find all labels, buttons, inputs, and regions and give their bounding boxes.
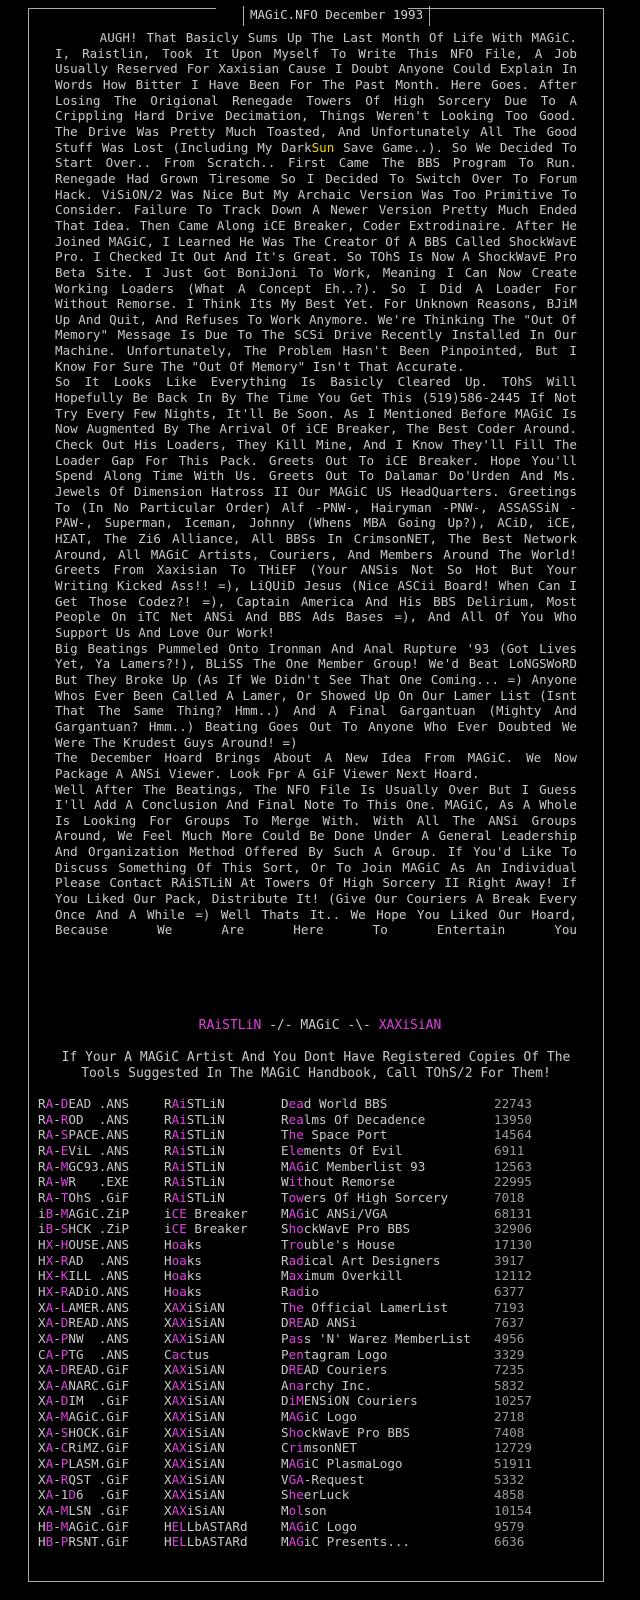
file-size: 51911 bbox=[494, 1456, 532, 1472]
file-size: 7018 bbox=[494, 1189, 525, 1205]
file-name: RA-DEAD .ANS bbox=[38, 1096, 130, 1111]
file-size: 12729 bbox=[494, 1440, 532, 1456]
file-name: RA-WR .EXE bbox=[38, 1174, 130, 1190]
nfo-title: MAGiC.NFO December 1993 bbox=[243, 6, 430, 26]
file-name: HX-KILL .ANS bbox=[38, 1268, 130, 1284]
file-name: RA-TOhS .GiF bbox=[38, 1189, 130, 1205]
file-title: Maximum Overkill bbox=[281, 1268, 403, 1284]
signature-line bbox=[0, 1018, 640, 1034]
file-size: 3917 bbox=[494, 1252, 525, 1268]
file-size: 68131 bbox=[494, 1205, 532, 1221]
file-name: RA-SPACE.ANS bbox=[38, 1127, 130, 1143]
file-artist: XAXiSiAN bbox=[164, 1315, 225, 1331]
file-size: 17130 bbox=[494, 1236, 532, 1252]
file-name: CA-PTG .ANS bbox=[38, 1346, 130, 1362]
file-title: Pass 'N' Warez MemberList bbox=[281, 1330, 471, 1346]
paragraph-beatings: Big Beatings Pummeled Onto Ironman And Anal Rupture '93 (Got Lives Yet, Ya Lamers?!), BLiSS The One Member Group! We'd Beat LoNGSWoRD But They Broke Up (As If We Didn't See That One Coming... =) Anyone Whos Ever Been Called A Lamer, Or Showed Up On Our Lamer List (Isnt That The Same Thing? Hmm..) And A Final Gargantuan (Mighty And Gargantuan? Hmm..) Beating Goes Out To Anyone Who Ever Doubted We Were The Krudest Guys Around! =) bbox=[55, 640, 577, 750]
file-size: 5832 bbox=[494, 1377, 525, 1393]
file-name: XA-MLSN .GiF bbox=[38, 1503, 130, 1519]
file-artist: Hoaks bbox=[164, 1236, 202, 1252]
file-size: 7193 bbox=[494, 1299, 525, 1315]
file-title: MAGiC PlasmaLogo bbox=[281, 1456, 403, 1472]
file-title: Towers Of High Sorcery bbox=[281, 1189, 449, 1205]
file-name: XA-CRiMZ.GiF bbox=[38, 1440, 130, 1456]
file-size: 12112 bbox=[494, 1268, 532, 1284]
file-name: HB-MAGiC.GiF bbox=[38, 1518, 130, 1534]
file-size: 7408 bbox=[494, 1424, 525, 1440]
file-name: HX-RAD .ANS bbox=[38, 1252, 130, 1268]
file-title: MAGiC Logo bbox=[281, 1409, 357, 1425]
file-artist: XAXiSiAN bbox=[164, 1456, 225, 1472]
file-title: DREAD Couriers bbox=[281, 1362, 388, 1378]
file-title: DiMENSiON Couriers bbox=[281, 1393, 418, 1409]
darksun-highlight: Sun bbox=[311, 139, 335, 155]
signature-sep-2: -\- bbox=[339, 1018, 379, 1033]
file-size: 14564 bbox=[494, 1127, 532, 1143]
file-artist: Hoaks bbox=[164, 1252, 202, 1268]
file-size: 10257 bbox=[494, 1393, 532, 1409]
file-size: 2718 bbox=[494, 1409, 525, 1425]
paragraph-hoard: The December Hoard Brings About A New Idea From MAGiC. We Now Package A ANSi Viewer. Look Fpr A GiF Viewer Next Hoard. bbox=[55, 750, 577, 781]
file-title: Elements Of Evil bbox=[281, 1142, 403, 1158]
file-title: ShockWavE Pro BBS bbox=[281, 1424, 411, 1440]
file-name: XA-ANARC.GiF bbox=[38, 1377, 130, 1393]
file-size: 7235 bbox=[494, 1362, 525, 1378]
paragraph-conclusion: Well After The Beatings, The NFO File Is Usually Over But I Guess I'll Add A Conclusion And Final Note To This One. MAGiC, As A Whole Is Looking For Groups To Merge With. With All The ANSi Groups Around, We Feel Much More Could Be Done Under A General Leadership And Organization Method Offered By Such A Group. If You'd Like To Discuss Something Of This Sort, Or To Join MAGiC As An Individual Please Contact RAiSTLiN At Towers Of High Sorcery II Right Away! If You Liked Our Pack, Distribute It! (Give Our Couriers A Break Every Once And A While =) Well Thats It.. We Hope You Liked Our Hoard, Because We Are Here To Entertain You bbox=[55, 781, 577, 938]
signature-magic: MAGiC bbox=[300, 1018, 340, 1033]
file-title: The Official LamerList bbox=[281, 1299, 449, 1315]
file-name: XA-PLASM.GiF bbox=[38, 1456, 130, 1472]
signature-sep-1: -/- bbox=[261, 1018, 301, 1033]
file-size: 3329 bbox=[494, 1346, 525, 1362]
file-artist: XAXiSiAN bbox=[164, 1487, 225, 1503]
file-size: 7637 bbox=[494, 1315, 525, 1331]
file-artist: XAXiSiAN bbox=[164, 1362, 225, 1378]
file-artist: XAXiSiAN bbox=[164, 1409, 225, 1425]
file-title: ShockWavE Pro BBS bbox=[281, 1221, 411, 1237]
file-artist: Cactus bbox=[164, 1346, 210, 1362]
file-artist: RAiSTLiN bbox=[164, 1111, 225, 1127]
file-artist: RAiSTLiN bbox=[164, 1189, 225, 1205]
file-artist: Hoaks bbox=[164, 1283, 202, 1299]
file-artist: XAXiSiAN bbox=[164, 1471, 225, 1487]
file-name: iB-MAGiC.ZiP bbox=[38, 1205, 130, 1221]
file-artist: RAiSTLiN bbox=[164, 1158, 225, 1174]
file-title: Molson bbox=[281, 1503, 327, 1519]
file-title: VGA-Request bbox=[281, 1471, 365, 1487]
file-name: XA-DIM .GiF bbox=[38, 1393, 130, 1409]
file-size: 13950 bbox=[494, 1111, 532, 1127]
file-name: XA-1D6 .GiF bbox=[38, 1487, 130, 1503]
file-name: XA-DREAD.GiF bbox=[38, 1362, 130, 1378]
file-artist: iCE Breaker bbox=[164, 1205, 248, 1221]
file-title: Dead World BBS bbox=[281, 1096, 388, 1111]
file-title: Trouble's House bbox=[281, 1236, 395, 1252]
file-size: 4858 bbox=[494, 1487, 525, 1503]
file-title: Radio bbox=[281, 1283, 319, 1299]
file-name: HX-RADiO.ANS bbox=[38, 1283, 130, 1299]
paragraph-greets: So It Looks Like Everything Is Basicly Cleared Up. TOhS Will Hopefully Be Back In By The Time You Get This (519)586-2445 If Not Try Every Few Nights, It'll Be Soon. As I Mentioned Before MAGiC Is Now Augmented By The Arrival Of iCE Breaker, The Best Coder Around. Check Out His Loaders, They Kill Mine, And I Know They'll Fill The Loader Gap For This Pack. Greets Out To iCE Breaker. Hope You'll Spend Along Time With Us. Greets Out To Dalamar Do'Urden And Ms. Jewels Of Dimension Hatross II Our MAGiC US HeadQuarters. Greetings To (In No Particular Order) Alf -PNW-, Hairyman -PNW-, ASSASSiN -PAW-, Superman, Iceman, Johnny (Whens MBA Going Up?), ACiD, iCE, HΣAT, The Zi6 Alliance, All BBSs In CrimsonNET, The Best Network Around, All MAGiC Artists, Couriers, And Members Around The World! Greets From Xaxisian To THiEF (Your ANSis Not So Hot But Your Writing Kicked Ass!! =), LiQUiD Jesus (Nice ASCii Board! When Can I Get Those Codez?! =), Captain America And His BBS Delirium, Most People On iTC Net ANSi And BBS Ads Bases =), And All Of You Who Support Us And Love Our Work! bbox=[55, 374, 577, 640]
file-artist: XAXiSiAN bbox=[164, 1299, 225, 1315]
file-size: 6636 bbox=[494, 1534, 525, 1550]
file-artist: RAiSTLiN bbox=[164, 1096, 225, 1111]
file-name: RA-MGC93.ANS bbox=[38, 1158, 130, 1174]
file-size: 6911 bbox=[494, 1142, 525, 1158]
file-title: CrimsonNET bbox=[281, 1440, 357, 1456]
file-title: Without Remorse bbox=[281, 1174, 395, 1190]
file-artist: HELLbASTARd bbox=[164, 1518, 248, 1534]
file-title: Anarchy Inc. bbox=[281, 1377, 373, 1393]
file-artist: XAXiSiAN bbox=[164, 1440, 225, 1456]
file-title: MAGiC Presents... bbox=[281, 1534, 411, 1550]
file-title: The Space Port bbox=[281, 1127, 388, 1143]
file-size: 22743 bbox=[494, 1096, 532, 1111]
signature-xaxisian: XAXiSiAN bbox=[378, 1018, 442, 1033]
file-title: MAGiC ANSi/VGA bbox=[281, 1205, 388, 1221]
file-name: XA-DREAD.ANS bbox=[38, 1315, 130, 1331]
nfo-body bbox=[55, 30, 585, 938]
file-name: HX-HOUSE.ANS bbox=[38, 1236, 130, 1252]
file-name: RA-EViL .ANS bbox=[38, 1142, 130, 1158]
file-size: 5332 bbox=[494, 1471, 525, 1487]
file-artist: RAiSTLiN bbox=[164, 1174, 225, 1190]
registration-note: If Your A MAGiC Artist And You Dont Have Registered Copies Of The Tools Suggested In The MAGiC Handbook, Call TOhS/2 For Them! bbox=[61, 1050, 571, 1081]
file-title: DREAD ANSi bbox=[281, 1315, 357, 1331]
file-artist: XAXiSiAN bbox=[164, 1424, 225, 1440]
file-size: 9579 bbox=[494, 1518, 525, 1534]
paragraph-intro: AUGH! That Basicly Sums Up The Last Month Of Life With MAGiC. I, Raistlin, Took It Upon Myself To Write This NFO File, A Job Usually Reserved For Xaxisian Cause I Doubt Anyone Could Explain In Words How Bitter I Have Been For The Past Month. Here Goes. After Losing The Origional Renegade Towers Of High Sorcery Due To A Crippling Hard Drive Decimation, Things Weren't Looking Too Good. The Drive Was Pretty Much Toasted, And Unfortunately All The Good Stuff Was Lost (Including My DarkSun Save Game..). So We Decided To Start Over.. From Scratch.. First Came The BBS Program To Run. Renegade Had Grown Tiresome So I Decided To Switch Over To Forum Hack. ViSiON/2 Was Nice But My Archaic Version Was Too Primitive To Consider. Failure To Track Down A Newer Version Pretty Much Ended That Idea. Then Came Along iCE Breaker, Coder Extrodinaire. After He Joined MAGiC, I Learned He Was The Creator Of A BBS Called ShockWavE Pro. I Checked It Out And It's Great. So TOhS Is Now A ShockWavE Pro Beta Site. I Just Got BoniJoni To Work, Meaning I Can Now Create Working Loaders (What A Concept Eh..?). So I Did A Loader For Without Remorse. I Think Its My Best Yet. For Unknown Reasons, BJiM Up And Quit, And Refuses To Work Anymore. We're Thinking The "Out Of Memory" Message Is Due To The SCSi Drive Recently Installed In Our Machine. Unfortunately, The Problem Hasn't Been Pinpointed, But I Know For Sure The "Out Of Memory" Isn't That Accurate. bbox=[55, 30, 585, 374]
file-artist: XAXiSiAN bbox=[164, 1503, 225, 1519]
file-size: 4956 bbox=[494, 1330, 525, 1346]
file-artist: RAiSTLiN bbox=[164, 1127, 225, 1143]
file-title: Pentagram Logo bbox=[281, 1346, 388, 1362]
file-name: HB-PRSNT.GiF bbox=[38, 1534, 130, 1550]
file-title: SheerLuck bbox=[281, 1487, 350, 1503]
file-artist: iCE Breaker bbox=[164, 1221, 248, 1237]
file-artist: XAXiSiAN bbox=[164, 1393, 225, 1409]
file-size: 6377 bbox=[494, 1283, 525, 1299]
file-name: XA-PNW .ANS bbox=[38, 1330, 130, 1346]
file-artist: XAXiSiAN bbox=[164, 1330, 225, 1346]
file-artist: XAXiSiAN bbox=[164, 1377, 225, 1393]
file-artist: RAiSTLiN bbox=[164, 1142, 225, 1158]
file-artist: HELLbASTARd bbox=[164, 1534, 248, 1550]
file-title: MAGiC Logo bbox=[281, 1518, 357, 1534]
file-name: XA-LAMER.ANS bbox=[38, 1299, 130, 1315]
file-size: 12563 bbox=[494, 1158, 532, 1174]
file-name: XA-MAGiC.GiF bbox=[38, 1409, 130, 1425]
file-size: 32906 bbox=[494, 1221, 532, 1237]
file-artist: Hoaks bbox=[164, 1268, 202, 1284]
file-size: 10154 bbox=[494, 1503, 532, 1519]
file-title: Radical Art Designers bbox=[281, 1252, 441, 1268]
file-title: Realms Of Decadence bbox=[281, 1111, 426, 1127]
file-name: RA-ROD .ANS bbox=[38, 1111, 130, 1127]
file-size: 22995 bbox=[494, 1174, 532, 1190]
signature-raistlin: RAiSTLiN bbox=[198, 1018, 262, 1033]
file-name: XA-SHOCK.GiF bbox=[38, 1424, 130, 1440]
file-title: MAGiC Memberlist 93 bbox=[281, 1158, 426, 1174]
file-name: XA-RQST .GiF bbox=[38, 1471, 130, 1487]
file-name: iB-SHCK .ZiP bbox=[38, 1221, 130, 1237]
